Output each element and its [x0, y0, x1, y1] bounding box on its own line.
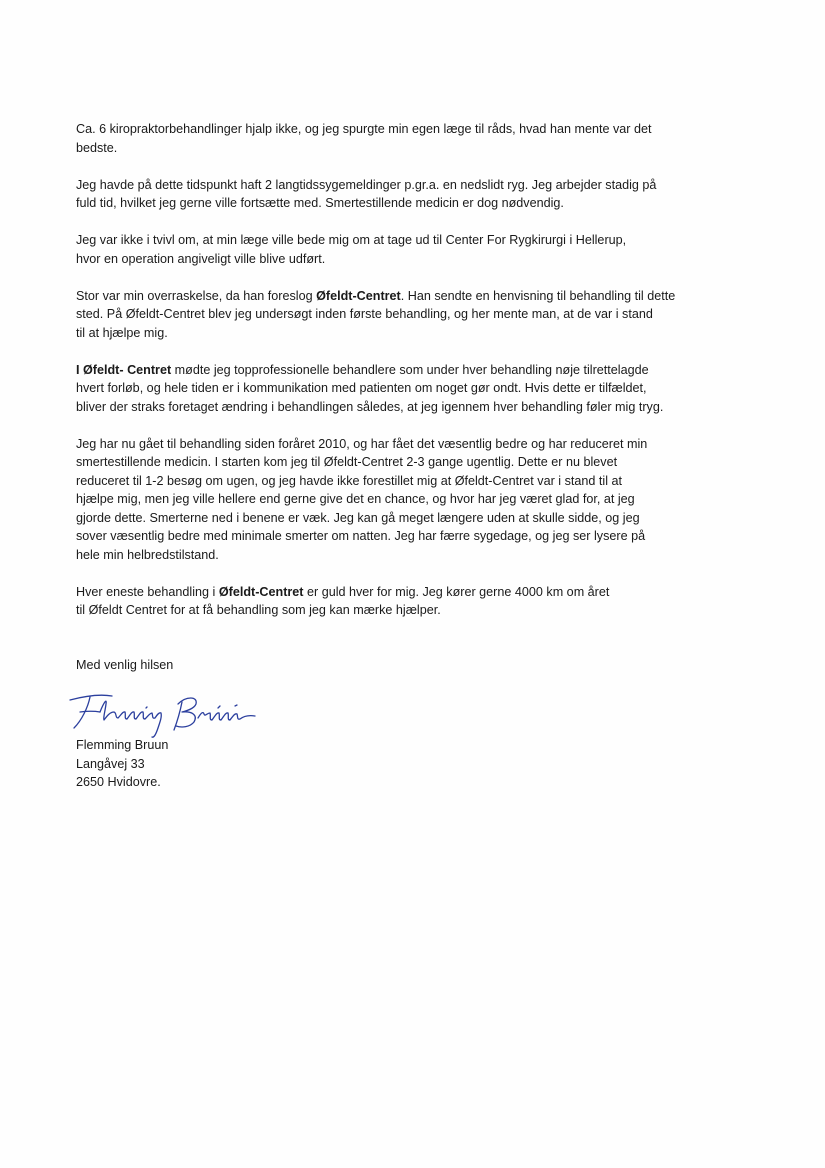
closing-greeting: Med venlig hilsen: [76, 658, 174, 672]
letter-paragraph: [76, 583, 756, 620]
letter-paragraph: [76, 120, 756, 157]
sender-street: Langåvej 33: [76, 756, 145, 771]
text-segment: Jeg har nu gået til behandling siden foråret 2010, og har fået det væsentlig bedre og har reduceret min: [76, 436, 648, 451]
paragraph-line: [76, 250, 756, 269]
text-segment: Stor var min overraskelse, da han foreslog: [76, 288, 317, 303]
bold-text: I Øfeldt- Centret: [76, 362, 172, 377]
paragraph-line: [76, 324, 756, 343]
paragraph-line: [76, 361, 756, 380]
bold-text: Øfeldt-Centret: [218, 584, 304, 599]
text-segment: hele min helbredstilstand.: [76, 547, 219, 562]
paragraph-line: [76, 583, 756, 602]
text-segment: sted. På Øfeldt-Centret blev jeg undersøgt inden første behandling, og her mente man, at de var i stand: [76, 307, 653, 321]
paragraph-line: [76, 527, 756, 546]
sender-address: [76, 736, 168, 792]
text-segment: hvor en operation angiveligt ville blive udført.: [76, 251, 326, 266]
letter-paragraph: [76, 176, 756, 213]
text-segment: Hver eneste behandling i: [76, 584, 219, 599]
text-segment: bedste.: [76, 140, 118, 155]
paragraph-line: [76, 509, 756, 528]
letter-paragraph: [76, 361, 756, 417]
text-segment: hvert forløb, og hele tiden er i kommunikation med patienten om noget gør ondt. Hvis dette er tilfældet,: [76, 381, 647, 395]
paragraph-line: [76, 379, 756, 398]
paragraph-line: [76, 194, 756, 213]
letter-paragraph: [76, 287, 756, 343]
paragraph-line: [76, 490, 756, 509]
letter-paragraph: [76, 231, 756, 268]
paragraph-line: [76, 120, 756, 139]
text-segment: smertestillende medicin. I starten kom jeg til Øfeldt-Centret 2-3 gange ugentlig. Dette er nu blevet: [76, 455, 618, 469]
paragraph-line: [76, 453, 756, 472]
text-segment: Ca. 6 kiropraktorbehandlinger hjalp ikke, og jeg spurgte min egen læge til råds, hvad han mente var det: [76, 122, 652, 136]
text-segment: Jeg var ikke i tvivl om, at min læge ville bede mig om at tage ud til Center For Rygkirurgi i Hellerup,: [76, 233, 627, 247]
text-segment: bliver der straks foretaget ændring i behandlingen således, at jeg igennem hver behandling føler mig tryg.: [76, 399, 664, 414]
paragraph-line: [76, 435, 756, 454]
text-segment: fuld tid, hvilket jeg gerne ville fortsætte med. Smertestillende medicin er dog nødvendig.: [76, 196, 564, 210]
paragraph-line: [76, 546, 756, 565]
letter-paragraph: [76, 435, 756, 565]
paragraph-line: [76, 601, 756, 620]
paragraph-line: [76, 287, 756, 306]
paragraph-line: [76, 176, 756, 195]
text-segment: hjælpe mig, men jeg ville hellere end gerne give det en chance, og hvor har jeg været glad for, at jeg: [76, 492, 635, 506]
text-segment: til Øfeldt Centret for at få behandling som jeg kan mærke hjælper.: [76, 603, 441, 617]
bold-text: Øfeldt-Centret: [316, 288, 401, 303]
paragraph-line: [76, 472, 756, 491]
paragraph-line: [76, 139, 756, 158]
handwritten-signature: [60, 682, 270, 742]
text-segment: gjorde dette. Smerterne ned i benene er væk. Jeg kan gå meget længere uden at skulle sidde, og jeg: [76, 510, 640, 525]
text-segment: er guld hver for mig. Jeg kører gerne 4000 km om året: [303, 584, 610, 599]
text-segment: . Han sendte en henvisning til behandling til dette: [400, 288, 676, 303]
paragraph-line: [76, 398, 756, 417]
text-segment: Jeg havde på dette tidspunkt haft 2 langtidssygemeldinger p.gr.a. en nedslidt ryg. Jeg arbejder stadig på: [76, 177, 657, 192]
text-segment: mødte jeg topprofessionelle behandlere som under hver behandling nøje tilrettelagde: [171, 362, 649, 377]
sender-name: Flemming Bruun: [76, 738, 169, 752]
letter-body: [76, 120, 756, 638]
sender-city: 2650 Hvidovre.: [76, 775, 161, 789]
paragraph-line: [76, 305, 756, 324]
paragraph-line: [76, 231, 756, 250]
text-segment: sover væsentlig bedre med minimale smerter om natten. Jeg har færre sygedage, og jeg ser lysere på: [76, 529, 646, 543]
text-segment: til at hjælpe mig.: [76, 325, 168, 340]
text-segment: reduceret til 1-2 besøg om ugen, og jeg havde ikke forestillet mig at Øfeldt-Centret var i stand til at: [76, 473, 622, 488]
